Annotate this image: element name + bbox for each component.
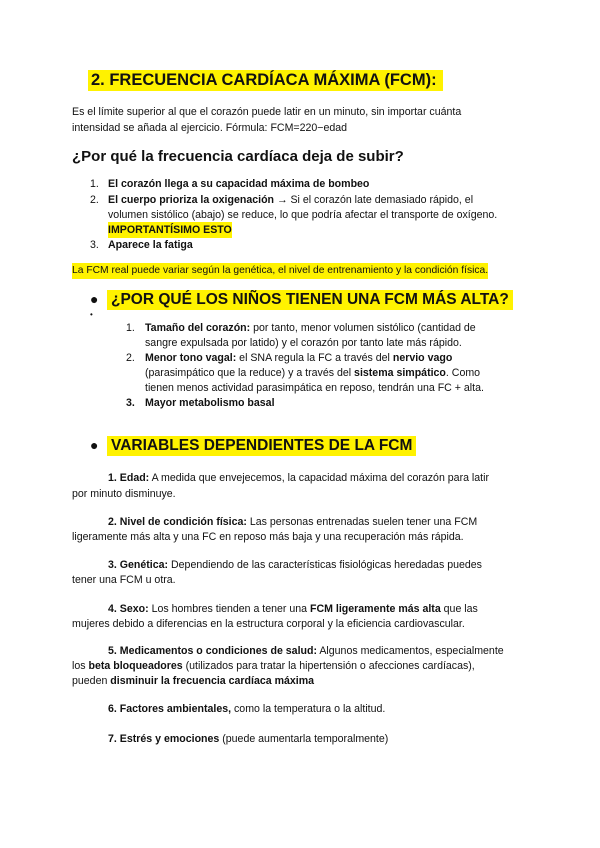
variable-7 — [108, 731, 388, 747]
child-2-line2a: (parasimpático que la reduce) y a través del — [145, 367, 355, 379]
variable-6-rest: como la temperatura o la altitud. — [231, 703, 386, 715]
variable-2-line-1 — [108, 514, 477, 530]
child-1-rest: por tanto, menor volumen sistólico (cantidad de — [250, 322, 476, 334]
bullet-icon: ● — [90, 291, 99, 307]
intro-line-1: Es el límite superior al que el corazón puede latir en un minuto, sin importar cuánta — [72, 106, 462, 118]
variable-4-line-1 — [108, 601, 478, 617]
variable-3-bold: 3. Genética: — [108, 559, 169, 571]
child-2-line2c: . Como — [445, 367, 481, 379]
variable-6-bold: 6. Factores ambientales, — [108, 703, 232, 715]
reason-2-rest: → Si el corazón late demasiado rápido, el — [274, 194, 474, 206]
variable-4-rest-2: que las — [440, 603, 478, 615]
child-2-line-3: tienen menos actividad parasimpática en reposo, tendrán una FC + alta. — [145, 382, 484, 394]
variable-2-line-2: ligeramente más alta y una FC en reposo más baja y una recuperación más rápida. — [72, 531, 464, 543]
variable-1-rest: A medida que envejecemos, la capacidad máxima del corazón para latir — [149, 472, 489, 484]
reason-2-line-2: volumen sistólico (abajo) se reduce, lo que podría afectar el transporte de oxígeno. — [108, 209, 498, 221]
child-2-a: el SNA regula la FC a través del — [236, 352, 393, 364]
variable-5-line2-start: los — [72, 660, 89, 672]
child-1-bold: Tamaño del corazón: — [145, 322, 251, 334]
reason-1-text: El corazón llega a su capacidad máxima de bombeo — [108, 178, 370, 190]
child-1-line-1 — [145, 320, 476, 336]
reason-2-bold: El cuerpo prioriza la oxigenación — [108, 194, 275, 206]
variable-1-line-2: por minuto disminuye. — [72, 488, 176, 500]
child-3-number: 3. — [126, 397, 135, 409]
variable-4-line-2: mujeres debido a diferencias en la estructura corporal y la eficiencia cardiovascular. — [72, 618, 465, 630]
variable-3-line-2: tener una FCM u otra. — [72, 574, 176, 586]
note-highlight: La FCM real puede variar según la genética, el nivel de entrenamiento y la condición física. — [72, 263, 488, 279]
reason-2-highlight: IMPORTANTÍSIMO ESTO — [108, 224, 232, 236]
reason-3-text: Aparece la fatiga — [108, 239, 193, 251]
variable-3-line-1 — [108, 557, 482, 573]
bullet-icon: ● — [90, 437, 99, 453]
variable-3-rest: Dependiendo de las características fisiológicas heredadas puedes — [168, 559, 482, 571]
child-2-b: nervio vago — [392, 352, 453, 364]
child-2-line-1 — [145, 350, 452, 366]
heading-children: ¿POR QUÉ LOS NIÑOS TIENEN UNA FCM MÁS ALTA? — [107, 290, 513, 310]
variable-1-line-1 — [108, 470, 489, 486]
child-1-number: 1. — [126, 322, 135, 334]
variable-2-bold: 2. Nivel de condición física: — [108, 516, 247, 528]
intro-line-2: intensidad se añada al ejercicio. Fórmula: FCM=220−edad — [72, 122, 348, 134]
variable-5-line-2 — [72, 658, 475, 674]
child-2-line-2 — [145, 365, 480, 381]
reason-2-number: 2. — [90, 194, 99, 206]
variable-5-rest: Algunos medicamentos, especialmente — [316, 645, 504, 657]
variable-5-bold: 5. Medicamentos o condiciones de salud: — [108, 645, 317, 657]
child-3-text: Mayor metabolismo basal — [145, 397, 275, 409]
variable-1-bold: 1. Edad: — [108, 472, 150, 484]
reason-3-number: 3. — [90, 239, 99, 251]
variable-5-line2-rest: (utilizados para tratar la hipertensión o afecciones cardíacas), — [182, 660, 475, 672]
variable-2-rest: Las personas entrenadas suelen tener una FCM — [246, 516, 478, 528]
heading-variables: VARIABLES DEPENDIENTES DE LA FCM — [107, 436, 416, 456]
child-2-line2b: sistema simpático — [354, 367, 446, 379]
child-2-bold: Menor tono vagal: — [145, 352, 237, 364]
child-1-line-2: sangre expulsada por latido) y el corazón por tanto late más rápido. — [145, 337, 462, 349]
small-bullet-icon: • — [90, 310, 93, 319]
variable-5-line2-bold: beta bloqueadores — [88, 660, 183, 672]
subheading-why: ¿Por qué la frecuencia cardíaca deja de subir? — [72, 148, 404, 165]
variable-4-bold: 4. Sexo: — [108, 603, 149, 615]
variable-7-bold: 7. Estrés y emociones — [108, 733, 220, 745]
reason-2-line-1 — [108, 192, 473, 208]
variable-7-rest: (puede aumentarla temporalmente) — [219, 733, 389, 745]
heading-fcm: 2. FRECUENCIA CARDÍACA MÁXIMA (FCM): — [88, 70, 443, 91]
variable-4-rest: Los hombres tienden a tener una — [148, 603, 311, 615]
variable-5-line-3 — [72, 673, 314, 689]
variable-4-bold-2: FCM ligeramente más alta — [310, 603, 441, 615]
variable-5-line-1 — [108, 643, 504, 659]
reason-1-number: 1. — [90, 178, 99, 190]
variable-5-line3-bold: disminuir la frecuencia cardíaca máxima — [110, 675, 315, 687]
child-2-number: 2. — [126, 352, 135, 364]
variable-5-line3-start: pueden — [72, 675, 111, 687]
variable-6 — [108, 701, 385, 717]
